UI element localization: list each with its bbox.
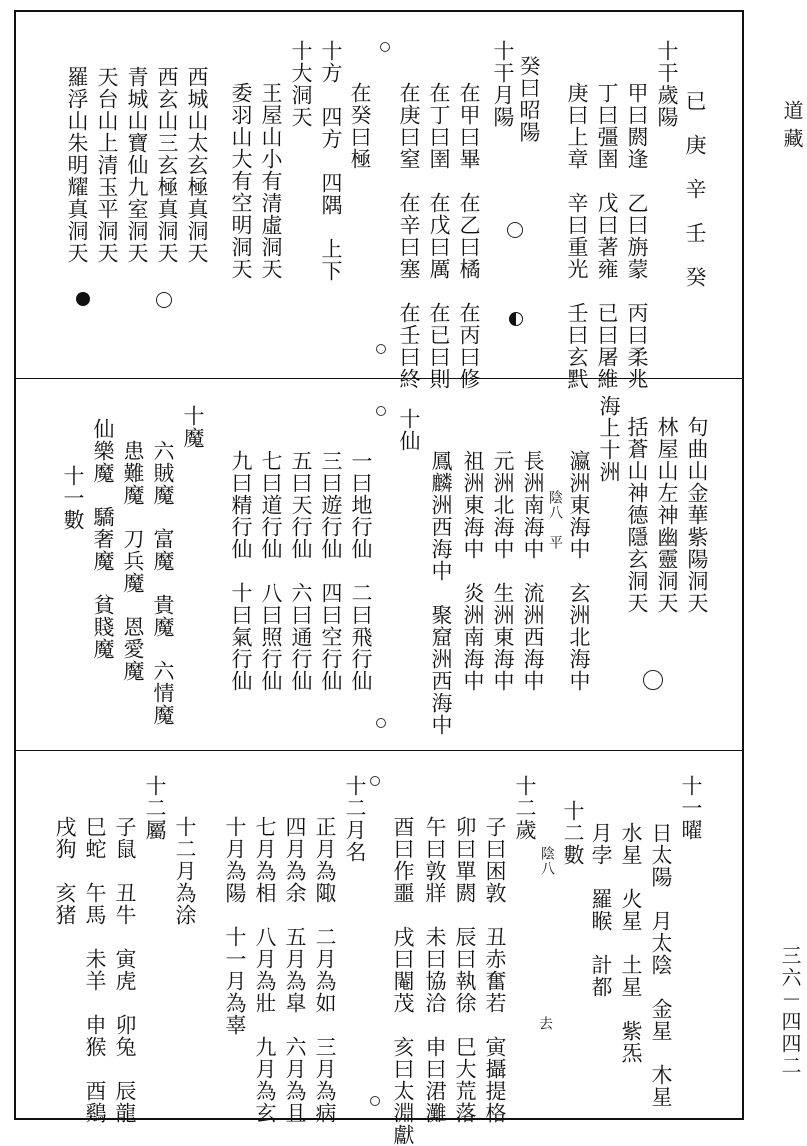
empty-circle-mark bbox=[156, 292, 172, 308]
heading: 十二歲 bbox=[513, 775, 537, 841]
text-column: 十二月為涂 bbox=[173, 816, 197, 926]
heading: 十一數 bbox=[61, 465, 85, 531]
text-column: 子鼠 丑牛 寅虎 卯兔 辰龍 bbox=[113, 816, 137, 1124]
text-column: 丁曰彊圉 戊曰著雍 已曰屠維 bbox=[595, 82, 619, 390]
binding-hole-icon bbox=[380, 42, 390, 52]
text-column: 西城山太玄極真洞天 bbox=[185, 66, 209, 264]
text-column: 午曰敦牂 未曰協洽 申曰涒灘 bbox=[423, 816, 447, 1124]
section-divider bbox=[16, 750, 742, 751]
text-column: 在甲曰畢 在乙曰橘 在丙曰修 bbox=[457, 82, 481, 390]
text-column: 已 庚 辛 壬 癸 bbox=[683, 90, 707, 288]
text-column: 七曰道行仙 八曰照行仙 bbox=[259, 450, 283, 692]
page-number: 三六－四四二 bbox=[778, 945, 802, 1077]
text-column: 句曲山金華紫陽洞天 bbox=[685, 416, 709, 614]
binding-hole-icon bbox=[370, 1096, 380, 1106]
annotation: 陰八 bbox=[539, 846, 555, 876]
heading: 海上十洲 bbox=[597, 395, 621, 483]
text-column: 祖洲東海中 炎洲南海中 bbox=[461, 450, 485, 692]
text-column: 癸曰昭陽 bbox=[517, 55, 541, 143]
text-column: 九曰精行仙 十曰氣行仙 bbox=[229, 450, 253, 692]
heading: 十二數 bbox=[561, 800, 585, 866]
heading: 十仙 bbox=[397, 408, 421, 452]
text-column: 子曰困敦 丑赤奮若 寅攝提格 bbox=[483, 816, 507, 1124]
text-column: 患難魔 刀兵魔 恩愛魔 bbox=[121, 440, 145, 682]
text-column: 正月為陬 二月為如 三月為病 bbox=[313, 816, 337, 1124]
text-column: 括蒼山神德隱玄洞天 bbox=[625, 416, 649, 614]
text-column: 庚曰上章 辛曰重光 壬曰玄黓 bbox=[565, 82, 589, 390]
binding-hole-icon bbox=[376, 344, 386, 354]
text-column: 長洲南海中 流洲西海中 bbox=[521, 450, 545, 692]
text-column: 瀛洲東海中 玄洲北海中 bbox=[567, 450, 591, 692]
text-column: 甲曰閼逢 乙曰旃蒙 丙曰柔兆 bbox=[625, 82, 649, 390]
text-column: 在庚曰窒 在辛曰塞 在壬曰終 bbox=[397, 82, 421, 390]
text-column: 鳳麟洲西海中 聚窟洲西海中 bbox=[429, 450, 453, 736]
filled-circle-mark bbox=[76, 292, 90, 306]
text-column: 在癸曰極 bbox=[348, 82, 372, 170]
heading: 十一曜 bbox=[679, 775, 703, 841]
text-column: 委羽山大有空明洞天 bbox=[229, 82, 253, 280]
annotation: 去 bbox=[537, 1016, 553, 1031]
text-column: 酉曰作噩 戌曰閹茂 亥曰太淵獻 bbox=[391, 816, 415, 1146]
text-column: 七月為相 八月為壯 九月為玄 bbox=[253, 816, 277, 1124]
text-column: 青城山寶仙九室洞天 bbox=[125, 66, 149, 264]
text-column: 仙樂魔 驕奢魔 貧賤魔 bbox=[91, 418, 115, 660]
text-column: 六賊魔 富魔 貴魔 六情魔 bbox=[151, 440, 175, 726]
binding-hole-icon bbox=[370, 776, 380, 786]
binding-hole-icon bbox=[376, 718, 386, 728]
text-column: 巳蛇 午馬 未羊 申猴 酉鷄 bbox=[83, 816, 107, 1124]
heading: 十魔 bbox=[181, 405, 205, 449]
text-column: 一曰地行仙 二曰飛行仙 bbox=[349, 450, 373, 692]
text-column: 王屋山小有清虛洞天 bbox=[259, 82, 283, 280]
text-column: 四月為余 五月為皐 六月為且 bbox=[283, 816, 307, 1124]
text-column: 元洲北海中 生洲東海中 bbox=[491, 450, 515, 692]
text-column: 十月為陽 十一月為辜 bbox=[223, 816, 247, 1036]
heading: 十干歲陽 bbox=[655, 40, 679, 128]
heading: 十二屬 bbox=[143, 775, 167, 841]
empty-circle-mark bbox=[643, 670, 663, 690]
half-filled-circle-mark bbox=[509, 312, 523, 326]
binding-hole-icon bbox=[376, 406, 386, 416]
heading: 十二月名 bbox=[343, 775, 367, 863]
text-column: 三曰遊行仙 四曰空行仙 bbox=[319, 450, 343, 692]
text-column: 西玄山三玄極真洞天 bbox=[155, 66, 179, 264]
heading: 十方 四方 四隅 上下 bbox=[319, 40, 343, 282]
text-column: 五曰天行仙 六曰通行仙 bbox=[289, 450, 313, 692]
text-column: 水星 火星 土星 紫炁 bbox=[619, 822, 643, 1064]
text-column: 卯曰單閼 辰曰執徐 巳大荒落 bbox=[453, 816, 477, 1124]
text-column: 日太陽 月太陰 金星 木星 bbox=[649, 822, 673, 1108]
text-column: 月孛 羅睺 計都 bbox=[589, 822, 613, 998]
empty-circle-mark bbox=[507, 222, 523, 238]
heading: 十大洞天 bbox=[289, 40, 313, 128]
text-column: 在丁曰圉 在戊曰厲 在已曰則 bbox=[427, 82, 451, 390]
book-title: 道藏 bbox=[780, 100, 804, 156]
text-column: 戌狗 亥猪 bbox=[53, 816, 77, 926]
text-column: 林屋山左神幽靈洞天 bbox=[655, 416, 679, 614]
annotation: 陰八 平 bbox=[547, 490, 563, 550]
heading: 十干月陽 bbox=[491, 40, 515, 128]
text-column: 天台山上清玉平洞天 bbox=[95, 66, 119, 264]
text-column: 羅浮山朱明耀真洞天 bbox=[65, 66, 89, 264]
